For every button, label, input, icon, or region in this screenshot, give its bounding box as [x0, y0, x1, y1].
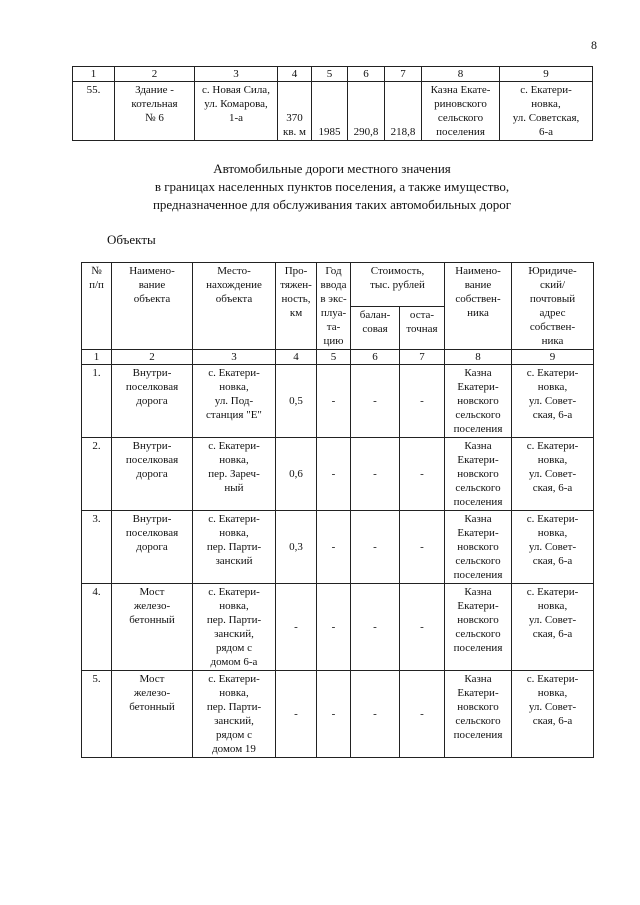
cell-year: - [317, 671, 351, 758]
cell-location: с. Екатери- новка, ул. Под- станция "Е" [193, 365, 276, 438]
cell-address: с. Екатери- новка, ул. Советская, 6-а [500, 82, 593, 141]
heading-line: предназначенное для обслуживания таких автомобильных дорог [152, 197, 512, 212]
cell-location: с. Екатери- новка, пер. Парти- занский, рядом с домом 19 [193, 671, 276, 758]
col-number: 5 [317, 350, 351, 365]
header-row [82, 263, 594, 307]
heading-line: Автомобильные дороги местного значения [213, 161, 451, 176]
col-number: 3 [193, 350, 276, 365]
cell-address: с. Екатери- новка, ул. Совет- ская, 6-а [512, 365, 594, 438]
header-year: Год ввода в экс- плуа- та- цию [317, 263, 351, 350]
cell-name: Мост железо- бетонный [112, 671, 193, 758]
header-name: Наимено- вание объекта [112, 263, 193, 350]
cell-year: - [317, 511, 351, 584]
column-number-row [82, 350, 594, 365]
col-number: 1 [73, 67, 115, 82]
subheading: Объекты [107, 232, 156, 247]
cell-location: с. Екатери- новка, пер. Зареч- ный [193, 438, 276, 511]
cell-length: 370 кв. м [278, 82, 312, 141]
table-row [82, 671, 594, 758]
col-number: 9 [500, 67, 593, 82]
header-owner: Наимено- вание собствен- ника [445, 263, 512, 350]
cell-owner: Казна Екатери- новского сельского поселения [445, 438, 512, 511]
cell-year: - [317, 584, 351, 671]
col-number: 5 [312, 67, 348, 82]
cell-name: Внутри- поселковая дорога [112, 365, 193, 438]
cell-balance: 290,8 [348, 82, 385, 141]
header-address: Юридиче- ский/ почтовый адрес собствен- ника [512, 263, 594, 350]
col-number: 3 [195, 67, 278, 82]
table-continuation [72, 66, 593, 141]
col-number: 4 [276, 350, 317, 365]
cell-owner: Казна Екатери- новского сельского поселения [445, 511, 512, 584]
cell-owner: Казна Екате- риновского сельского поселения [422, 82, 500, 141]
cell-length: - [276, 671, 317, 758]
cell-balance: - [351, 584, 400, 671]
col-number: 8 [445, 350, 512, 365]
cell-balance: - [351, 365, 400, 438]
col-number: 2 [112, 350, 193, 365]
cell-num: 5. [82, 671, 112, 758]
header-location: Место- нахождение объекта [193, 263, 276, 350]
col-number: 8 [422, 67, 500, 82]
col-number: 4 [278, 67, 312, 82]
cell-name: Мост железо- бетонный [112, 584, 193, 671]
cell-owner: Казна Екатери- новского сельского поселения [445, 365, 512, 438]
col-number: 1 [82, 350, 112, 365]
cell-location: с. Екатери- новка, пер. Парти- занский, рядом с домом 6-а [193, 584, 276, 671]
heading-line: в границах населенных пунктов поселения, а также имущество, [154, 179, 510, 194]
cell-length: 0,3 [276, 511, 317, 584]
cell-owner: Казна Екатери- новского сельского поселения [445, 584, 512, 671]
cell-owner: Казна Екатери- новского сельского поселения [445, 671, 512, 758]
cell-name: Внутри- поселковая дорога [112, 511, 193, 584]
cell-residual: 218,8 [385, 82, 422, 141]
section-heading [72, 160, 592, 214]
header-num: № п/п [82, 263, 112, 350]
table-row [73, 82, 593, 141]
cell-residual: - [400, 671, 445, 758]
col-number: 9 [512, 350, 594, 365]
objects-table [81, 262, 594, 758]
cell-residual: - [400, 511, 445, 584]
cell-length: - [276, 584, 317, 671]
cell-num: 1. [82, 365, 112, 438]
cell-address: с. Екатери- новка, ул. Совет- ская, 6-а [512, 584, 594, 671]
table-row [82, 511, 594, 584]
col-number: 7 [400, 350, 445, 365]
cell-length: 0,5 [276, 365, 317, 438]
col-number: 6 [348, 67, 385, 82]
cell-location: с. Екатери- новка, пер. Парти- занский [193, 511, 276, 584]
header-length: Про- тяжен- ность, км [276, 263, 317, 350]
cell-balance: - [351, 671, 400, 758]
cell-name: Здание - котельная № 6 [115, 82, 195, 141]
table-row [82, 438, 594, 511]
cell-address: с. Екатери- новка, ул. Совет- ская, 6-а [512, 438, 594, 511]
cell-num: 55. [73, 82, 115, 141]
table-row [82, 365, 594, 438]
cell-address: с. Екатери- новка, ул. Совет- ская, 6-а [512, 511, 594, 584]
cell-num: 3. [82, 511, 112, 584]
header-cost: Стоимость, тыс. рублей [351, 263, 445, 307]
cell-residual: - [400, 438, 445, 511]
cell-year: - [317, 438, 351, 511]
page-number: 8 [591, 38, 597, 52]
col-number: 2 [115, 67, 195, 82]
header-balance: балан- совая [351, 306, 400, 350]
cell-balance: - [351, 511, 400, 584]
header-residual: оста- точная [400, 306, 445, 350]
column-number-row [73, 67, 593, 82]
col-number: 6 [351, 350, 400, 365]
cell-length: 0,6 [276, 438, 317, 511]
cell-num: 2. [82, 438, 112, 511]
col-number: 7 [385, 67, 422, 82]
cell-year: 1985 [312, 82, 348, 141]
cell-num: 4. [82, 584, 112, 671]
cell-location: с. Новая Сила, ул. Комарова, 1-а [195, 82, 278, 141]
cell-name: Внутри- поселковая дорога [112, 438, 193, 511]
cell-residual: - [400, 365, 445, 438]
cell-address: с. Екатери- новка, ул. Совет- ская, 6-а [512, 671, 594, 758]
cell-residual: - [400, 584, 445, 671]
table-row [82, 584, 594, 671]
cell-balance: - [351, 438, 400, 511]
cell-year: - [317, 365, 351, 438]
